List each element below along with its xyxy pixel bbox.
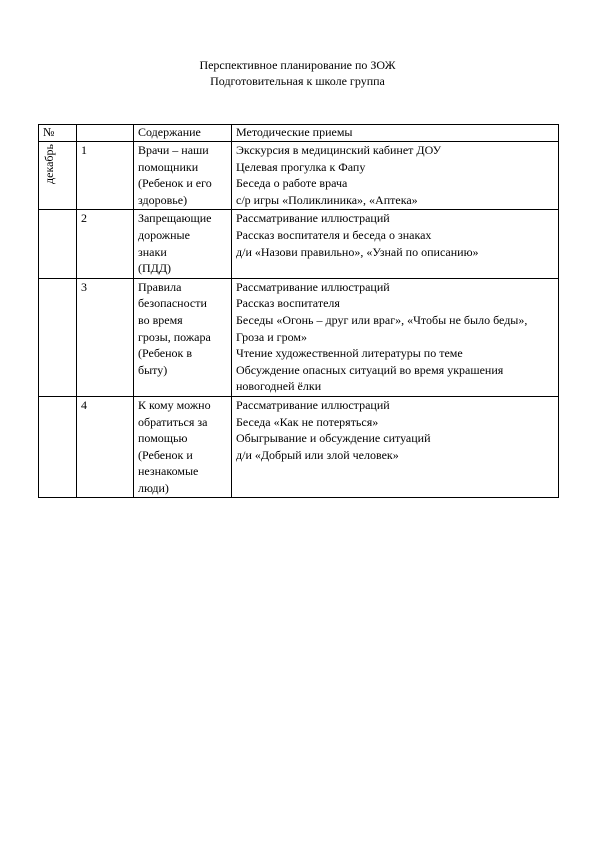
content-line: (Ребенок и его [138,176,212,191]
content-cell [134,396,232,498]
content-cell [134,142,232,210]
month-cell [39,142,77,210]
content-line: (ПДД) [138,261,172,276]
content-line: Правила [138,279,182,294]
methods-cell [232,142,559,210]
row-number: 2 [77,210,134,278]
method-line: Рассказ воспитателя [236,296,340,311]
row-number: 1 [77,142,134,210]
method-line: Рассматривание иллюстраций [236,397,390,412]
method-line: Экскурсия в медицинский кабинет ДОУ [236,143,442,157]
content-line: безопасности [138,296,207,311]
method-line: Целевая прогулка к Фапу [236,159,366,174]
method-line: Рассматривание иллюстраций [236,279,390,294]
table-row [39,278,559,396]
row-number: 3 [77,278,134,396]
content-line: К кому можно [138,397,211,412]
content-line: Запрещающие [138,211,212,226]
row-number: 4 [77,396,134,498]
method-line: Обсуждение опасных ситуаций во время украшения новогодней ёлки [236,362,504,394]
table-header-row [39,125,559,142]
methods-cell [232,278,559,396]
month-cell-empty [39,210,77,278]
planning-table [38,124,559,498]
method-line: Беседа «Как не потеряться» [236,414,379,429]
method-line: д/и «Назови правильно», «Узнай по описанию» [236,244,479,259]
content-line: дорожные [138,227,190,242]
content-line: знаки [138,244,167,259]
method-line: с/р игры «Поликлиника», «Аптека» [236,192,418,207]
content-line: люди) [138,480,169,495]
column-header-methods: Методические приемы [232,125,559,142]
method-line: Беседа о работе врача [236,176,348,191]
content-line: незнакомые [138,464,199,479]
content-line: помощью [138,431,188,446]
content-line: обратиться за [138,414,208,429]
content-line: помощники [138,159,199,174]
method-line: Рассказ воспитателя и беседа о знаках [236,227,432,242]
table-row [39,142,559,210]
methods-cell [232,396,559,498]
content-line: Врачи – наши [138,143,209,157]
month-label: декабрь [42,144,56,184]
method-line: д/и «Добрый или злой человек» [236,447,399,462]
method-line: Рассматривание иллюстраций [236,211,390,226]
title-line-1: Перспективное планирование по ЗОЖ [199,58,396,72]
table-row [39,210,559,278]
content-cell [134,210,232,278]
content-cell [134,278,232,396]
month-cell-empty [39,278,77,396]
method-line: Чтение художественной литературы по теме [236,346,463,361]
content-line: грозы, пожара [138,329,211,344]
column-header-content: Содержание [134,125,232,142]
table-row [39,396,559,498]
content-line: (Ребенок в [138,346,193,361]
methods-cell [232,210,559,278]
content-line: во время [138,312,183,327]
month-cell-empty [39,396,77,498]
method-line: Беседы «Огонь – друг или враг», «Чтобы не было беды», Гроза и гром» [236,312,528,344]
document-title [0,57,595,89]
content-line: (Ребенок и [138,447,193,462]
column-header-number: № [39,125,77,142]
content-line: быту) [138,362,168,377]
content-line: здоровье) [138,192,188,207]
method-line: Обыгрывание и обсуждение ситуаций [236,431,431,446]
title-line-2: Подготовительная к школе группа [210,74,385,88]
column-header-week [77,125,134,142]
